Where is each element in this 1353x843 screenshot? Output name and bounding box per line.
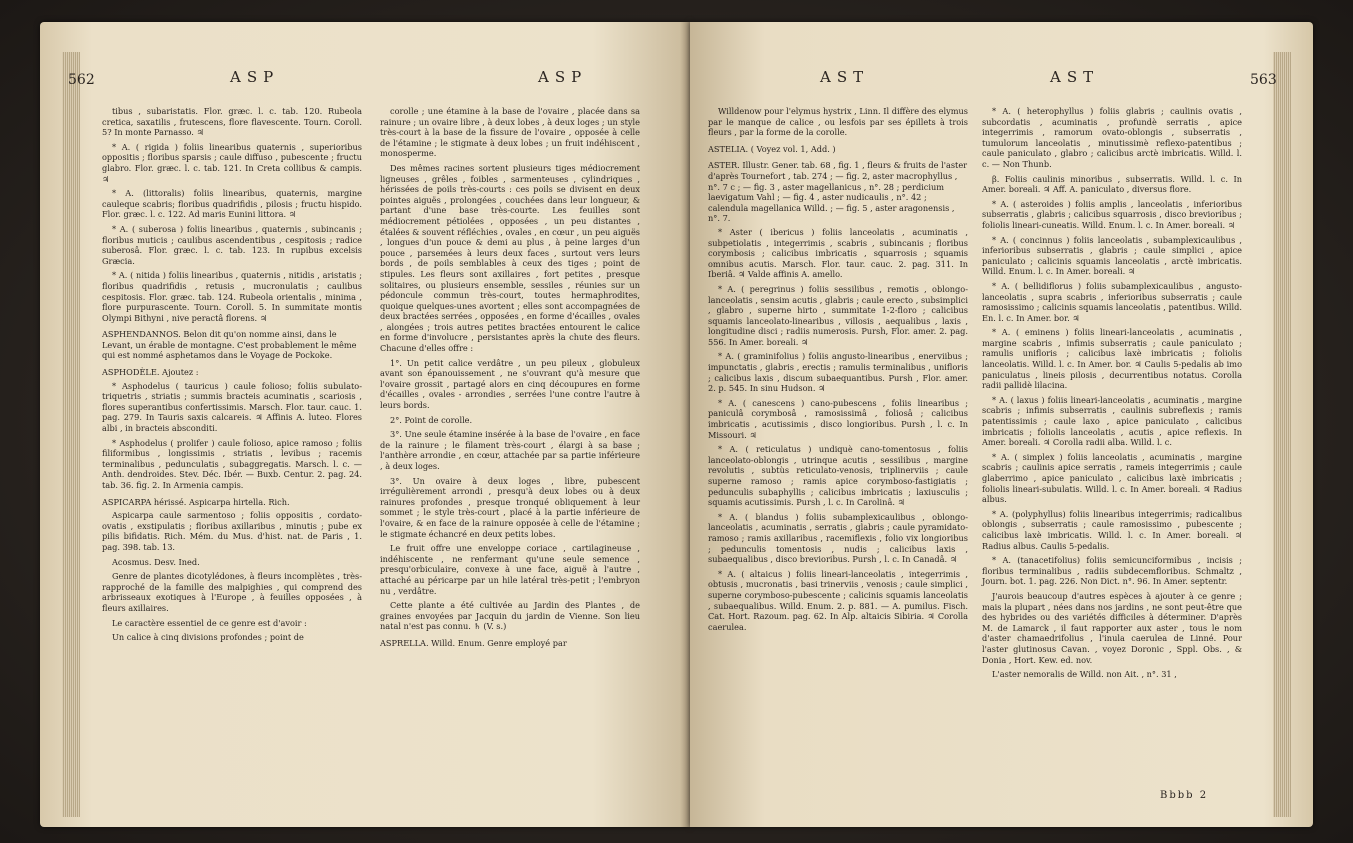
paragraph: * Asphodelus ( tauricus ) caule folioso; foliis subulato-triquetris , striatis ; summis bracteis acuminatis , scariosis , flores superantibus confertissimis. Marsch. Flor. taur. cauc. 1. pag. 279. In Tauris saxis calcareis. ♃ Affinis A. luteo. Flores albi , in bracteis absconditi. xyxy=(102,380,362,434)
page-number-right: 563 xyxy=(1250,72,1277,88)
paragraph: ASTELIA. ( Voyez vol. 1, Add. ) xyxy=(708,143,836,154)
paragraph: Le caractère essentiel de ce genre est d'avoir : xyxy=(112,617,307,628)
paragraph: 3°. Une seule étamine insérée à la base de l'ovaire , en face de la rainure ; le filament très-court , élargi à sa base ; l'anthère arrondie , en cœur, attachée par sa partie inférieure , à deux loges. xyxy=(380,429,640,471)
paragraph: Aspicarpa caule sarmentoso ; foliis oppositis , cordato-ovatis , exstipulatis ; floribus axillaribus , minutis ; pube ex pilis bifidatis. Rich. Mém. du Mus. d'hist. nat. de Paris , 1. pag. 398. tab. 13. xyxy=(102,510,362,552)
paragraph: corolle ; une étamine à la base de l'ovaire , placée dans sa rainure ; un ovaire libre , à deux lobes , à deux loges ; un style très-court à la base de la fissure de l'ovaire , opposée à celle de l'étamine ; le stigmate à deux lobes ; un fruit indéhiscent , monosperme. xyxy=(380,106,640,159)
paragraph: * A. ( suberosa ) foliis linearibus , quaternis , subincanis ; floribus muticis ; caulibus ascendentibus , cespitosis ; radice suberosâ. Flor. græc. l. c. tab. 123. In rupibus excelsis Græcia. xyxy=(102,223,362,266)
paragraph: * A. (littoralis) foliis linearibus, quaternis, margine cauleque scabris; floribus quadrifidis , pilosis ; fructu hispido. Flor. græc. l. c. 122. Ad maris Eunini littora. ♃ xyxy=(102,188,362,220)
right-page xyxy=(690,22,1313,827)
page-edge-left xyxy=(62,52,80,817)
signature-mark: Bbbb 2 xyxy=(1160,790,1209,801)
left-column-2 xyxy=(380,106,640,652)
left-column-1 xyxy=(102,106,362,647)
paragraph: ASPHODÈLE. Ajoutez : xyxy=(102,367,199,378)
running-header-right-b: AST xyxy=(1050,68,1100,86)
paragraph: * Aster ( ibericus ) foliis lanceolatis , acuminatis , subpetiolatis , integerrimis , scabris , subincanis ; floribus corymbosis ; calicibus imbricatis , squarrosis ; squamis omnibus acutis. Marsch. Flor. taur. cauc. 2. pag. 311. In Iberiâ. ♃ Valde affinis A. amello. xyxy=(708,226,968,280)
paragraph: * A. ( rigida ) foliis linearibus quaternis , superioribus oppositis ; floribus sparsis ; caule diffuso , pubescente ; fructu glabro. Flor. græc. l. c. tab. 121. In Creta collibus & campis. ♃ xyxy=(102,141,362,184)
paragraph: 1°. Un petit calice verdâtre , un peu pileux , globuleux avant son épanouissement , ne s'ouvrant qu'à mesure que l'ovaire grossit , partagé alors en cinq découpures en forme d'écailles , ovales - arrondies , serrées l'une contre l'autre à leurs bords. xyxy=(380,357,640,411)
right-column-1 xyxy=(708,106,968,636)
running-header-left-b: ASP xyxy=(538,68,588,86)
paragraph: * A. ( heterophyllus ) foliis glabris ; caulinis ovatis , subcordatis , acuminatis , profundè serratis , apice integerrimis , ramorum ovato-oblongis , subserratis , tumulorum lanceolatis , minutissimè reflexo-patentibus ; caule paniculato , glabro ; calicibus arctè imbricatis. Willd. l. c. — Non Thunb. xyxy=(982,106,1242,169)
paragraph: Genre de plantes dicotylédones, à fleurs incomplètes , très-rapproché de la famille des malpighies , qui comprend des arbrisseaux exotiques à l'Europe , à feuilles opposées , à fleurs axillaires. xyxy=(102,571,362,613)
paragraph: * A. ( reticulatus ) undiquè cano-tomentosus , foliis lanceolato-oblongis , utrinque acutis , sessilibus , margine revolutis , subtùs reticulato-venosis, triplinerviis ; caule superne ramoso ; ramis apice corymboso-fastigiatis ; pedunculis subaphyllis ; calicibus imbricatis ; laxiusculis ; squamis acutissimis. Pursh , l. c. In Carolinâ. ♃ xyxy=(708,444,968,508)
page-edge-right xyxy=(1273,52,1291,817)
paragraph: Willdenow pour l'elymus hystrix , Linn. Il diffère des elymus par le manque de calice , ou lesfois par ses épillets à trois fleurs , par la forme de la corolle. xyxy=(708,106,968,138)
paragraph: Cette plante a été cultivée au Jardin des Plantes , de graines envoyées par Jacquin du jardin de Vienne. Son lieu natal n'est pas connu. ♄ (V. s.) xyxy=(380,600,640,632)
right-column-2 xyxy=(982,106,1242,684)
paragraph: * A. ( nitida ) foliis linearibus , quaternis , nitidis , aristatis ; floribus quadrifidis , retusis , mucronulatis ; caulibus cespitosis. Flor. græc. tab. 124. Rubeola orientalis , minima , flore purpurascente. Tourn. Coroll. 5. In summitate montis Olympi Bithyni , nive peractâ florens. ♃ xyxy=(102,270,362,323)
paragraph: ASPRELLA. Willd. Enum. Genre employé par xyxy=(380,637,567,648)
paragraph: β. Foliis caulinis minoribus , subserratis. Willd. l. c. In Amer. boreali. ♃ Aff. A. paniculato , diversus flore. xyxy=(982,173,1242,195)
paragraph: * A. ( blandus ) foliis subamplexicaulibus , oblongo-lanceolatis , acuminatis , serratis , glabris ; caule pyramidato-ramoso ; ramis axillaribus , racemiflexis , folio vix longioribus ; pedunculis tomentosis , nudis ; calicibus laxis , subaequalibus , disco brevioribus. Pursh , l. c. In Canadâ. ♃ xyxy=(708,511,968,565)
left-page xyxy=(40,22,690,827)
paragraph: 3°. Un ovaire à deux loges , libre, pubescent irrégulièrement arrondi , presqu'à deux lobes ou à deux rainures profondes , presque tronqué obliquement à leur sommet ; le style très-court , placé à la partie inférieure de l'ovaire, & en face de la rainure opposée à celle de l'étamine ; le stigmate échancré en deux petits lobes. xyxy=(380,475,640,539)
paragraph: * A. ( asteroides ) foliis amplis , lanceolatis , inferioribus subserratis , glabris ; calicibus squarrosis , disco brevioribus ; foliolis lineari-cuneatis. Willd. Enum. l. c. In Amer. boreali. ♃ xyxy=(982,198,1242,230)
paragraph: * A. (tanacetifolius) foliis semicunciformibus , incisis ; floribus terminalibus , radiis subdecemfloribus. Schmaltz , Journ. bot. 1. pag. 226. Non Dict. n°. 96. In Amer. septentr. xyxy=(982,555,1242,587)
page-number-left: 562 xyxy=(68,72,95,88)
paragraph: 2°. Point de corolle. xyxy=(390,414,473,425)
running-header-right-a: AST xyxy=(820,68,870,86)
paragraph: tibus , subaristatis. Flor. græc. l. c. tab. 120. Rubeola cretica, saxatilis , frutescens, flore flavescente. Tourn. Coroll. 5? In monte Parnasso. ♃ xyxy=(102,106,362,138)
running-header-left-a: ASP xyxy=(230,68,280,86)
paragraph: Acosmus. Desv. Ined. xyxy=(112,556,200,567)
paragraph: * A. ( canescens ) cano-pubescens , foliis linearibus ; paniculâ corymbosâ , ramosissimâ , foliosâ ; calicibus imbricatis , acutissimis , disco longioribus. Pursh , l. c. In Missouri. ♃ xyxy=(708,397,968,440)
paragraph: Des mêmes racines sortent plusieurs tiges médiocrement ligneuses , grêles , foibles , sarmenteuses , cylindriques , hérissées de poils très-courts : ces poils se divisent en deux pointes aiguës , prolongées , couchées dans leur longueur, & partant d'une base très-courte. Les feuilles sont médiocrement pétiolées , opposées , un peu distantes , étalées & souvent réfléchies , ovales , en cœur , un peu aiguës , longues d'un pouce & demi au plus , à peine larges d'un pouce , parsemées à leurs deux faces , surtout vers leurs bords , de poils semblables à ceux des tiges ; point de stipules. Les fleurs sont axillaires , fort petites , presque solitaires, ou plusieurs ensemble, sessiles , réunies sur un pédoncule commun très-court, toutes hermaphrodites, quoique quelques-unes avortent ; elles sont accompagnées de deux bractées serrées , opposées , en forme d'écailles , ovales , alongées ; trois autres petites bractées entourent le calice en forme d'involucre , persistantes après la chute des fleurs. Chacune d'elles offre : xyxy=(380,162,640,354)
paragraph: Le fruit offre une enveloppe coriace , cartilagineuse , indéhiscente , ne renfermant qu'une seule semence , presqu'orbiculaire, convexe à une face, aiguë à l'autre , attaché au péricarpe par un hile latéral très-petit ; l'embryon nu , verdâtre. xyxy=(380,543,640,596)
paragraph: * A. ( altaicus ) foliis lineari-lanceolatis , integerrimis , obtusis , mucronatis , basi trinerviis , venosis ; caule simplici , superne corymboso-pubescente ; calicinis squamis lanceolatis , subaequalibus. Willd. Enum. 2. p. 881. — A. pumilus. Fisch. Cat. Hort. Razoum. pag. 62. In Alp. altaicis Sibiria. ♃ Corolla caerulea. xyxy=(708,568,968,632)
paragraph: ASTER. Illustr. Gener. tab. 68 , fig. 1 , fleurs & fruits de l'aster d'après Tournefort , tab. 274 ; — fig. 2, aster macrophyllus , n°. 7 c ; — fig. 3 , aster magellanicus , n°. 28 ; perdicium laevigatum Vahl ; — fig. 4 , aster nudicaulis , n°. 42 ; calendula magellanica Willd. ; — fig. 5 , aster aragonensis , n°. 7. xyxy=(708,160,968,224)
paragraph: * A. ( simplex ) foliis lanceolatis , acuminatis , margine scabris ; caulinis apice serratis , rameis integerrimis ; caule glaberrimo , apice paniculato , calicibus laxè imbricatis ; foliolis lineari-subulatis. Willd. l. c. In Amer. boreali. ♃ Radius albus. xyxy=(982,451,1242,505)
paragraph: * A. (polyphyllus) foliis linearibus integerrimis; radicalibus oblongis , subserratis ; caule ramosissimo , pubescente ; calicibus laxè imbricatis. Willd. l. c. In Amer. boreali. ♃ Radius albus. Caulis 5-pedalis. xyxy=(982,508,1242,551)
paragraph: * A. ( concinnus ) foliis lanceolatis , subamplexicaulibus , inferioribus subserratis , glabris ; caule simplici , apice paniculato ; calicinis squamis lanceolatis , arctè imbricatis. Willd. Enum. l. c. In Amer. boreali. ♃ xyxy=(982,234,1242,277)
paragraph: * A. ( laxus ) foliis lineari-lanceolatis , acuminatis , margine scabris ; infimis subserratis , caulinis subreflexis ; ramis patentissimis ; caule laxo , apice paniculato , calicibus imbricatis ; foliolis lanceolatis , acutis , apice reflexis. In Amer. boreali. ♃ Corolla radii alba. Willd. l. c. xyxy=(982,394,1242,448)
paragraph: * A. ( peregrinus ) foliis sessilibus , remotis , oblongo-lanceolatis , sensim acutis , glabris ; caule erecto , subsimplici , glabro , superne hirto , summitate 1-2-floro ; calicibus squamis lanceolato-linearibus , villosis , aequalibus , laxis , longitudine disci ; radiis numerosis. Pursh, Flor. amer. 2. pag. 556. In Amer. boreali. ♃ xyxy=(708,283,968,347)
paragraph: L'aster nemoralis de Willd. non Ait. , n°. 31 , xyxy=(992,669,1177,680)
paragraph: * Asphodelus ( prolifer ) caule folioso, apice ramoso ; foliis filiformibus , longissimis , striatis , levibus ; racemis terminalibus , pedunculatis , subaggregatis. Marsch. l. c. — Anth. dendroides. Stev. Déc. Ibér. — Buxb. Centur. 2. pag. 24. tab. 36. fig. 2. In Armenia campis. xyxy=(102,437,362,490)
paragraph: ASPHENDANNOS. Belon dit qu'on nomme ainsi, dans le Levant, un érable de montagne. C'est probablement le même qui est nommé asphetamos dans le Voyage de Pockoke. xyxy=(102,329,357,361)
paragraph: Un calice à cinq divisions profondes ; point de xyxy=(112,632,304,643)
paragraph: J'aurois beaucoup d'autres espèces à ajouter à ce genre ; mais la plupart , nées dans nos jardins , ne sont peut-être que des hybrides ou des variétés difficiles à déterminer. D'après M. de Lamarck , il faut rapporter aux aster , tous le nom d'aster chamaedrifolius , l'inula caerulea de Linné. Pour l'aster glutinosus Cavan. , voyez Doronic , Sppl. Obs. , & Donia , Hort. Kew. ed. nov. xyxy=(982,590,1242,665)
paragraph: * A. ( eminens ) foliis lineari-lanceolatis , acuminatis , margine scabris , infimis subserratis ; caule paniculato ; ramulis unifloris ; calicibus laxè imbricatis ; foliolis lanceolatis. Willd. l. c. In Amer. bor. ♃ Caulis 5-pedalis ab imo paniculatus , lineis pilosis , decurrentibus notatus. Corolla radii pallidè lilacina. xyxy=(982,327,1242,391)
paragraph: * A. ( bellidiflorus ) foliis subamplexicaulibus , angusto-lanceolatis , supra scabris , inferioribus subserratis ; caule ramosissimo ; calicinis squamis lanceolatis , patentibus. Willd. En. l. c. In Amer. bor. ♃ xyxy=(982,280,1242,323)
paragraph: ASPICARPA hérissé. Aspicarpa hirtella. Rich. xyxy=(102,496,290,507)
paragraph: * A. ( graminifolius ) foliis angusto-linearibus , enerviibus ; impunctatis , glabris , erectis ; ramulis terminalibus , unifloris ; calicibus laxis , discum subaequantibus. Pursh , Flor. amer. 2. p. 545. In sinu Hudson. ♃ xyxy=(708,351,968,394)
